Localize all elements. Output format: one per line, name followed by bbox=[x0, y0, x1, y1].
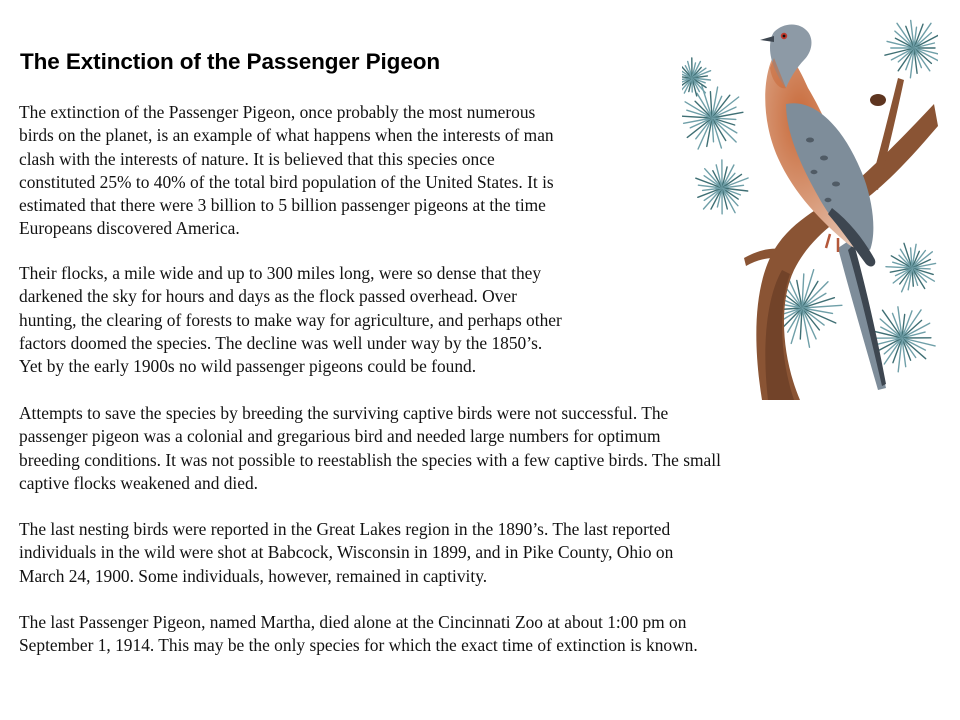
paragraph-last-wild-birds bbox=[19, 518, 673, 588]
pine-needle bbox=[914, 48, 938, 62]
paragraph-line: captive flocks weakened and died. bbox=[19, 472, 259, 493]
paragraph-line: September 1, 1914. This may be the only species for which the exact time of extinction is known. bbox=[19, 635, 698, 656]
paragraph-line: The last Passenger Pigeon, named Martha, died alone at the Cincinnati Zoo at about 1:00 pm on bbox=[19, 612, 687, 632]
paragraph-line: March 24, 1900. Some individuals, however, remained in captivity. bbox=[19, 565, 488, 586]
paragraph-line: Europeans discovered America. bbox=[19, 218, 240, 239]
paragraph-line: birds on the planet, is an example of what happens when the interests of man bbox=[19, 125, 554, 146]
paragraph-line: factors doomed the species. The decline was well under way by the 1850’s. bbox=[19, 332, 543, 353]
paragraph-line: constituted 25% to 40% of the total bird population of the United States. It is bbox=[19, 171, 554, 192]
paragraph-decline bbox=[19, 262, 562, 378]
paragraph-line: estimated that there were 3 billion to 5 billion passenger pigeons at the time bbox=[19, 195, 546, 216]
paragraph-line: breeding conditions. It was not possible to reestablish the species with a few captive birds. The small bbox=[19, 449, 721, 470]
paragraph-line: The extinction of the Passenger Pigeon, once probably the most numerous bbox=[19, 102, 536, 122]
paragraph-line: individuals in the wild were shot at Babcock, Wisconsin in 1899, and in Pike County, Ohio on bbox=[19, 542, 674, 563]
paragraph-line: hunting, the clearing of forests to make way for agriculture, and perhaps other bbox=[19, 309, 562, 330]
paragraph-captive-breeding bbox=[19, 402, 721, 495]
document-title: The Extinction of the Passenger Pigeon bbox=[20, 49, 441, 74]
paragraph-abundance bbox=[19, 101, 554, 241]
paragraph-line: The last nesting birds were reported in the Great Lakes region in the 1890’s. The last reported bbox=[19, 519, 671, 539]
paragraph-martha bbox=[19, 611, 698, 658]
paragraph-line: Their flocks, a mile wide and up to 300 miles long, were so dense that they bbox=[19, 263, 542, 283]
paragraph-line: Yet by the early 1900s no wild passenger pigeons could be found. bbox=[19, 356, 477, 377]
paragraph-line: passenger pigeon was a colonial and gregarious bird and needed large numbers for optimum bbox=[19, 426, 661, 447]
paragraph-line: clash with the interests of nature. It is believed that this species once bbox=[19, 148, 495, 169]
pine-needle bbox=[802, 308, 810, 347]
paragraph-line: Attempts to save the species by breeding the surviving captive birds were not successful. The bbox=[19, 403, 669, 423]
paragraph-line: darkened the sky for hours and days as the flock passed overhead. Over bbox=[19, 286, 517, 307]
passenger-pigeon-illustration bbox=[682, 8, 938, 400]
